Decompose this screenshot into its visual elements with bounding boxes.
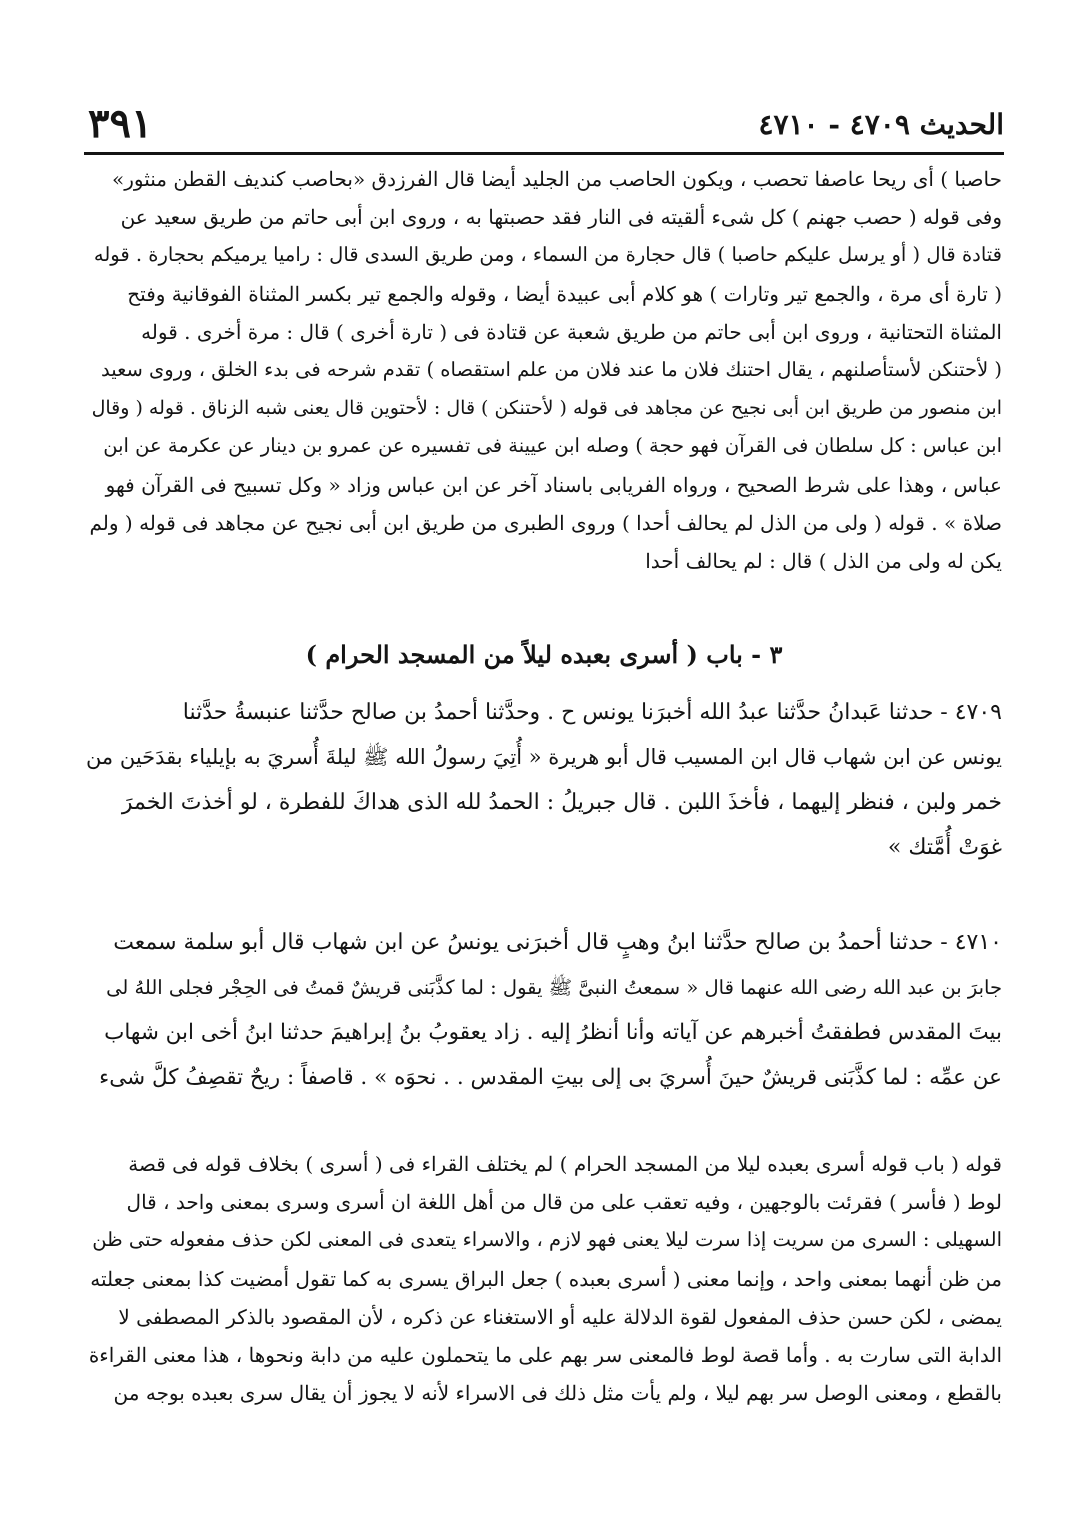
commentary-line: قتادة قال ( أو يرسل عليكم حاصبا ) قال حجارة من السماء ، ومن طريق السدى قال : راميا يرميكم بحجارة . قوله xyxy=(93,243,1002,267)
commentary-line: ابن منصور من طريق ابن أبى نجيح عن مجاهد فى قوله ( لأحتنكن ) قال : لأحتوين قال يعنى شبه الزناق . قوله ( وقال xyxy=(91,397,1002,420)
commentary-line: ( تارة أى مرة ، والجمع تير وتارات ) هو كلام أبى عبيدة أيضا ، وقوله والجمع تير بكسر المثناة الفوقانية وفتح xyxy=(127,281,1002,306)
hadith-line: ٤٧١٠ - حدثنا أحمدُ بن صالح حدَّثنا ابنُ وهبٍ قال أخبرَنى يونسُ عن ابن شهاب قال أبو سلمة سمعت xyxy=(113,930,1002,955)
hadith-line: خمر ولبن ، فنظر إليهما ، فأخذَ اللبن . قال جبريلُ : الحمدُ لله الذى هداكَ للفطرة ، لو أخذتَ الخمرَ xyxy=(121,790,1002,815)
commentary-line: من ظن أنهما بمعنى واحد ، وإنما معنى ( أسرى بعبده ) جعل البراق يسرى به كما تقول أمضيت كذا بمعنى جعلته xyxy=(90,1266,1002,1291)
commentary-line: قوله ( باب قوله أسرى بعبده ليلا من المسجد الحرام ) لم يختلف القراء فى ( أسرى ) بخلاف قوله فى قصة xyxy=(128,1152,1002,1176)
commentary-line: وفى قوله ( حصب جهنم ) كل شىء ألقيته فى النار فقد حصبتها به ، وروى ابن أبى حاتم من طريق سعيد عن xyxy=(120,205,1002,230)
running-head: الحديث ٤٧٠٩ - ٤٧١٠ xyxy=(758,108,1004,141)
chapter-heading: ٣ - باب ( أسرى بعبده ليلاً من المسجد الحرام ) xyxy=(305,640,783,669)
commentary-line: ابن عباس : كل سلطان فى القرآن فهو حجة ) وصله ابن عيينة فى تفسيره عن عمرو بن دينار عن عكرمة عن ابن xyxy=(103,434,1002,458)
commentary-line: الدابة التى سارت به . وأما قصة لوط فالمعنى سر بهم على ما يتحملون عليه من دابة ونحوها ، هذا معنى القراءة xyxy=(88,1343,1002,1368)
hadith-line: جابرَ بن عبد الله رضى الله عنهما قال « سمعتُ النبىَّ ﷺ يقول : لما كذَّبَنى قريشٌ قمتُ فى الحِجْر فجلى اللهُ لى xyxy=(106,976,1002,999)
commentary-line: يمضى ، لكن حسن حذف المفعول لقوة الدلالة عليه أو الاستغناء عن ذكره ، لأن المقصود بالذكر المصطفى لا xyxy=(118,1304,1002,1329)
commentary-line: عباس ، وهذا على شرط الصحيح ، ورواه الفريابى باسناد آخر عن ابن عباس وزاد « وكل تسبيح فى القرآن فهو xyxy=(105,472,1002,497)
commentary-line: صلاة » . قوله ( ولى من الذل لم يحالف أحدا ) وروى الطبرى من طريق ابن أبى نجيح عن مجاهد فى قوله ( ولم xyxy=(89,510,1002,535)
commentary-line: يكن له ولى من الذل ) قال : لم يحالف أحدا xyxy=(645,549,1002,574)
hadith-line: بيتَ المقدس فطفقتُ أخبرهم عن آياته وأنا أنظرُ إليه . زاد يعقوبُ بنُ إبراهيمَ حدثنا ابنُ أخى ابن شهاب xyxy=(104,1020,1002,1045)
page-header xyxy=(84,100,1004,152)
hadith-line: ٤٧٠٩ - حدثنا عَبدانُ حدَّثنا عبدُ الله أخبرَنا يونس ح . وحدَّثنا أحمدُ بن صالح حدَّثنا عنبسةُ حدَّثنا xyxy=(182,700,1002,725)
commentary-line: لوط ( فأسر ) فقرئت بالوجهين ، وفيه تعقب على من قال من أهل اللغة ان أسرى وسرى بمعنى واحد ، قال xyxy=(126,1190,1002,1215)
commentary-line: السهيلى : السرى من سريت إذا سرت ليلا يعنى فهو لازم ، والاسراء يتعدى فى المعنى لكن حذف مفعوله حتى ظن xyxy=(92,1228,1002,1252)
commentary-bottom xyxy=(86,1145,1002,1412)
commentary-line: بالقطع ، ومعنى الوصل سر بهم ليلا ، ولم يأت مثل ذلك فى الاسراء لأنه لا يجوز أن يقال سرى بعبده بوجه من xyxy=(113,1381,1002,1406)
commentary-line: حاصبا ) أى ريحا عاصفا تحصب ، ويكون الحاصب من الجليد أيضا قال الفرزدق «بحاصب كنديف القطن منثور» xyxy=(111,167,1002,191)
hadith-line: يونس عن ابن شهاب قال ابن المسيب قال أبو هريرة « أُتِيَ رسولُ الله ﷺ ليلةَ أُسريَ به بإيلياء بقدَحَين من xyxy=(86,745,1002,769)
hadith-4709 xyxy=(86,690,1002,870)
hadith-line: غوَتْ أُمَّتك » xyxy=(887,835,1002,860)
commentary-line: ( لأحتنكن لأستأصلنهم ، يقال احتنك فلان ما عند فلان من علم استقصاه ) تقدم شرحه فى بدء الخلق ، وروى سعيد xyxy=(100,358,1002,382)
commentary-top xyxy=(86,160,1002,580)
commentary-line: المثناة التحتانية ، وروى ابن أبى حاتم من طريق شعبة عن قتادة فى ( تارة أخرى ) قال : مرة أخرى . قوله xyxy=(141,319,1002,344)
page-number: ٣٩١ xyxy=(88,100,153,147)
header-rule xyxy=(84,152,1004,155)
hadith-line: عن عمِّه : لما كذَّبَنى قريشٌ حينَ أُسريَ بى إلى بيتِ المقدس . . نحوَه » . قاصفاً : ريحٌ تقصِفُ كلَّ شىء xyxy=(99,1065,1002,1090)
hadith-4710 xyxy=(86,920,1002,1100)
